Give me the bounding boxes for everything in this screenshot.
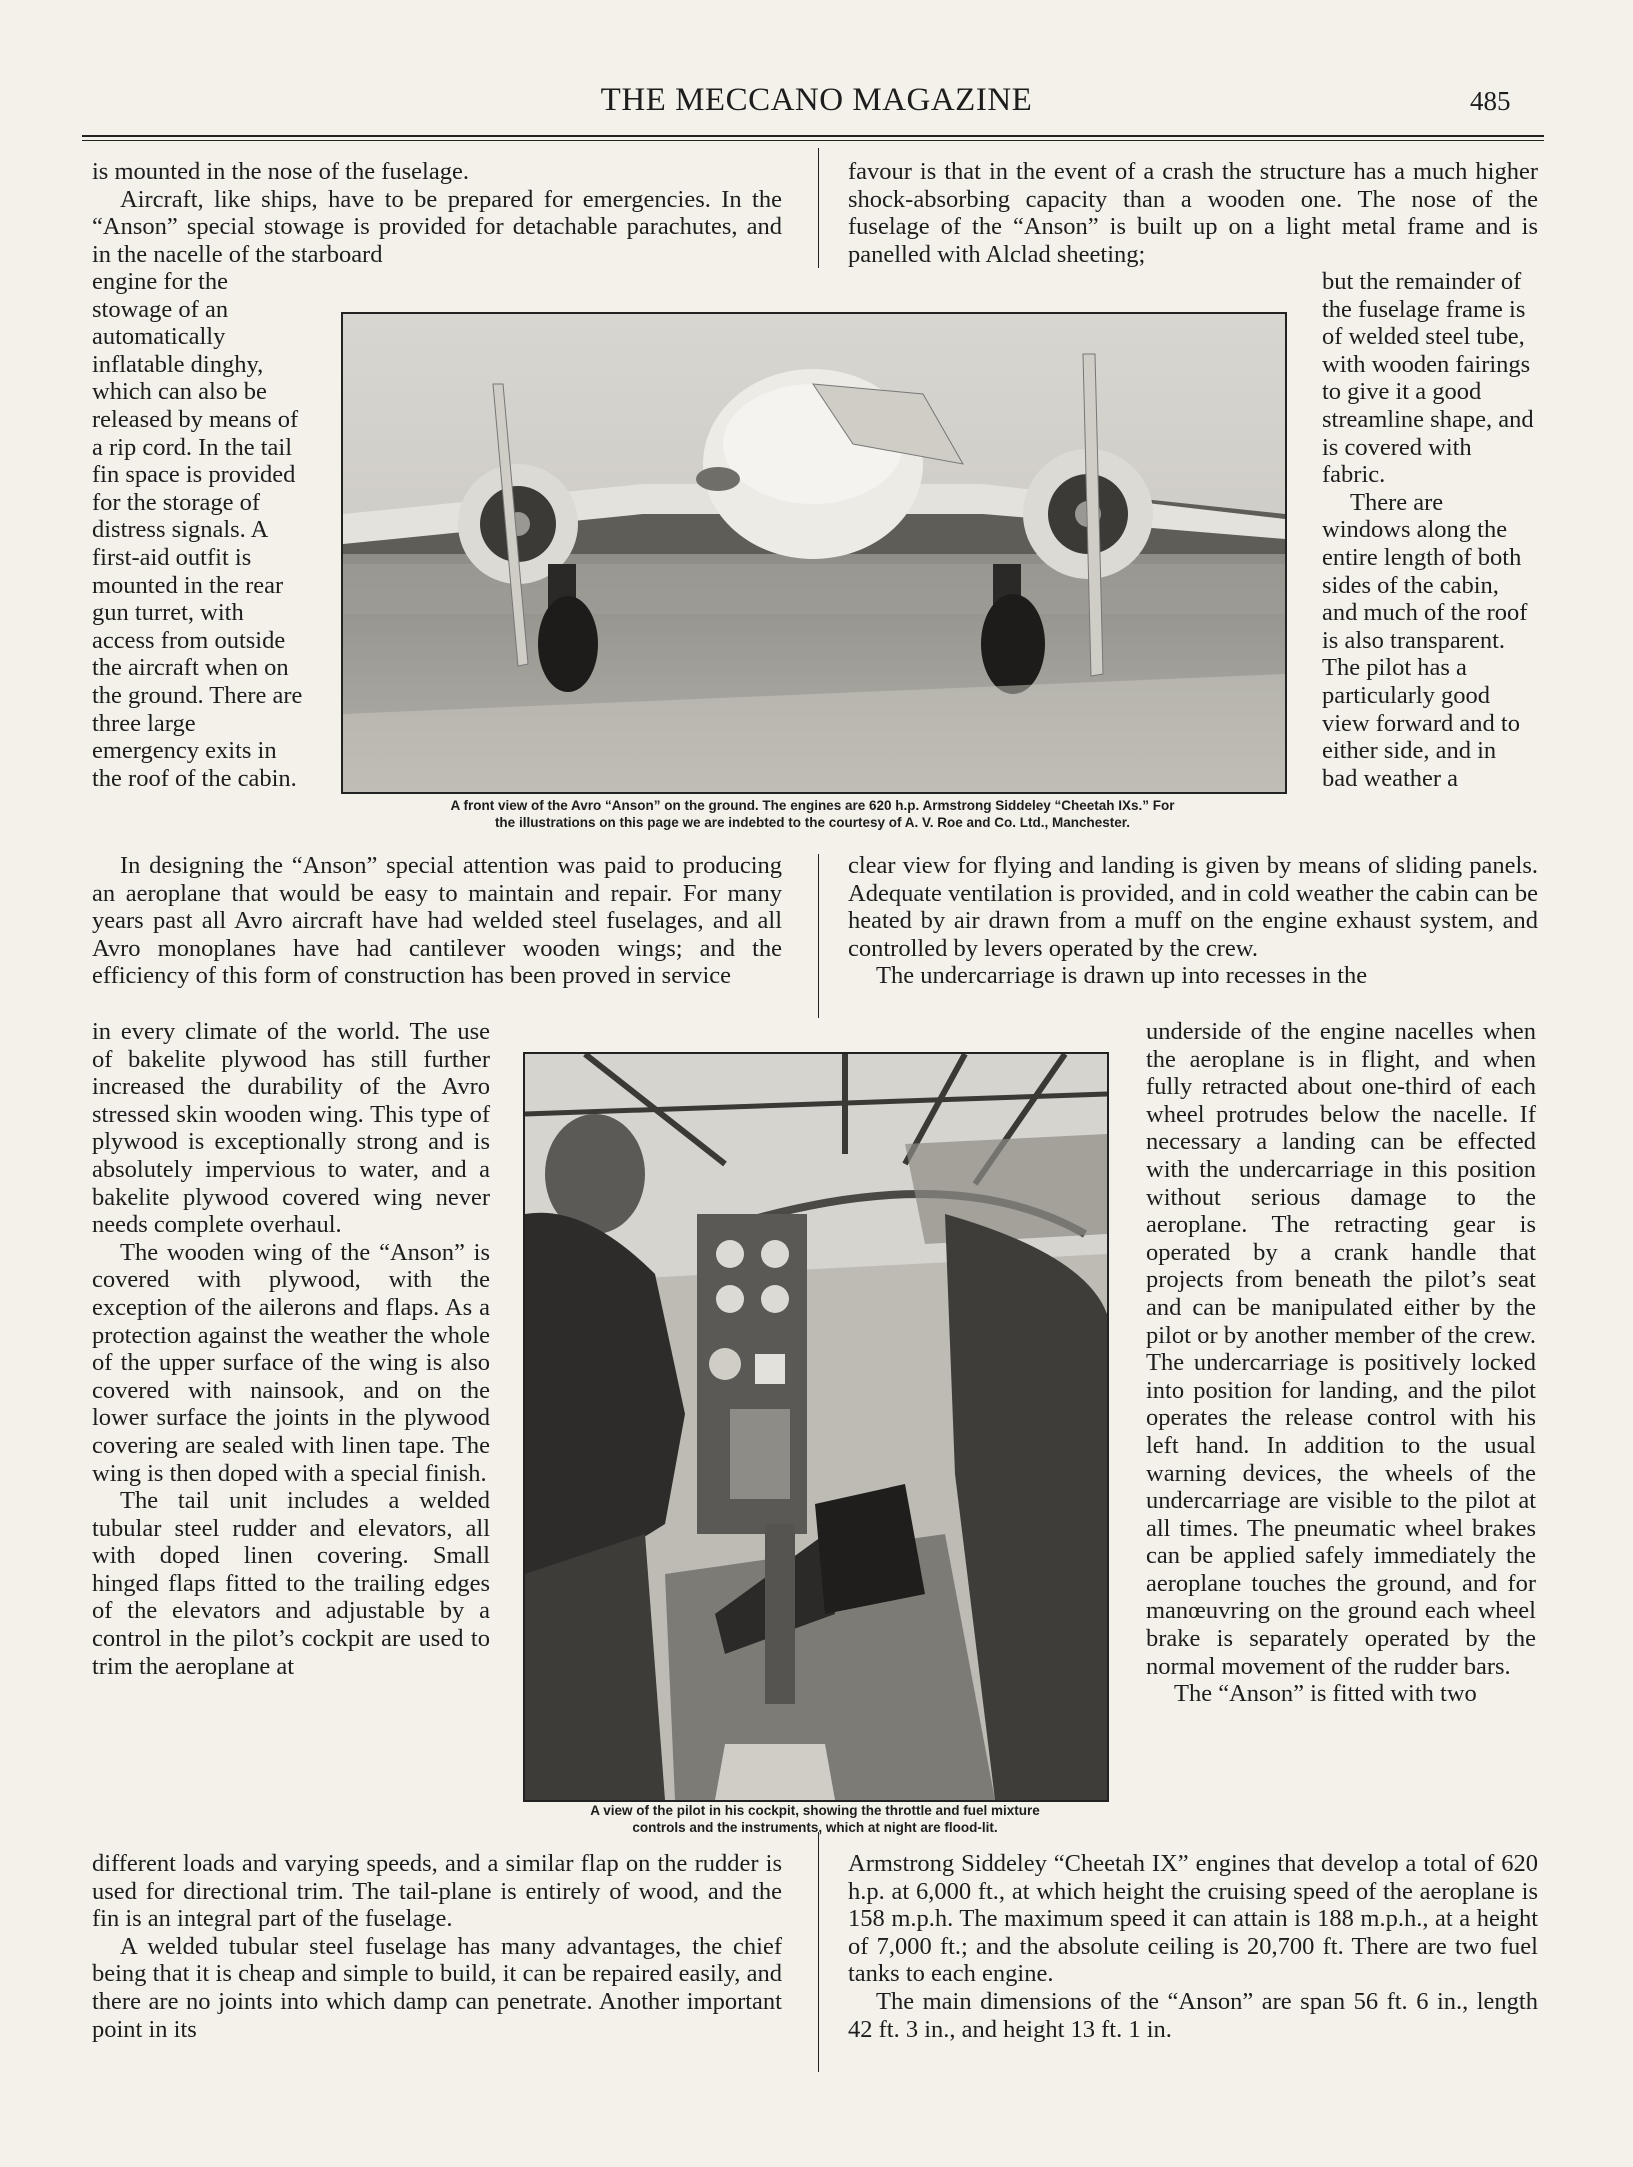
caption-line: A front view of the Avro “Anson” on the ground. The engines are 620 h.p. Armstrong Siddeley “Cheetah IXs.” For <box>450 798 1175 813</box>
right-column-narrow-2 <box>1146 1018 1536 1708</box>
paragraph: underside of the engine nacelles when the aeroplane is in flight, and when fully retracted about one-third of each wheel protrudes below the nacelle. If necessary a landing can be effected with the undercarriage in this position without serious damage to the aeroplane. The retracting gear is operated by a crank handle that projects from beneath the pilot’s seat and can be manipulated either by the pilot or by another member of the crew. The undercarriage is positively locked into position for landing, and the pilot operates the release control with his left hand. In addition to the usual warning devices, the wheels of the undercarriage are visible to the pilot at all times. The pneumatic wheel brakes can be applied safely immediately the aeroplane touches the ground, and for manœuvring on the ground each wheel brake is separately operated by the normal movement of the rudder bars. <box>1146 1018 1536 1680</box>
left-column-lower <box>92 1018 490 1680</box>
paragraph: There are windows along the entire length of both sides of the cabin, and much of the roof is also transparent. The pilot has a particularly good view forward and to either side, and in bad weather a <box>1322 488 1528 792</box>
figure-1-caption <box>320 797 1305 831</box>
paragraph: The main dimensions of the “Anson” are span 56 ft. 6 in., length 42 ft. 3 in., and height 13 ft. 1 in. <box>848 1987 1538 2043</box>
anson-aircraft-illustration <box>343 314 1285 792</box>
cockpit-illustration <box>525 1054 1107 1800</box>
right-column-bottom <box>848 1850 1538 2043</box>
paragraph: is mounted in the nose of the fuselage. <box>92 158 469 185</box>
left-column-mid <box>92 852 782 990</box>
cockpit-photo <box>523 1052 1109 1802</box>
header-rule <box>82 135 1544 137</box>
paragraph: Aircraft, like ships, have to be prepared for emergencies. In the “Anson” special stowage is provided for detachable parachutes, and in the nacelle of the starboard <box>92 185 782 268</box>
paragraph: The undercarriage is drawn up into recesses in the <box>876 962 1368 990</box>
paragraph: favour is that in the event of a crash the structure has a much higher shock-absorbing capacity than a wooden one. The nose of the fuselage of the “Anson” is built up on a light metal frame and is panelled with Alclad sheeting; <box>848 158 1538 268</box>
paragraph: The wooden wing of the “Anson” is covered with plywood, with the exception of the ailerons and flaps. As a protection against the weather the whole of the upper surface of the wing is also covered with nainsook, and on the lower surface the joints in the plywood covering are sealed with linen tape. The wing is then doped with a special finish. <box>92 1238 490 1487</box>
paragraph: different loads and varying speeds, and a similar flap on the rudder is used for directional trim. The tail-plane is entirely of wood, and the fin is an integral part of the fuselage. <box>92 1850 782 1933</box>
figure-2-caption <box>505 1802 1125 1836</box>
left-column-top <box>92 158 782 268</box>
paragraph: in every climate of the world. The use of bakelite plywood has still further increased the durability of the Avro stressed skin wooden wing. This type of plywood is exceptionally strong and is absolutely impervious to water, and a bakelite plywood covered wing never needs complete overhaul. <box>92 1018 490 1239</box>
paragraph: The tail unit includes a welded tubular steel rudder and elevators, all with doped linen covering. Small hinged flaps fitted to the trailing edges of the elevators and adjustable by a control in the pilot’s cockpit are used to trim the aeroplane at <box>92 1487 490 1680</box>
right-column-mid <box>848 852 1538 990</box>
caption-line: the illustrations on this page we are indebted to the courtesy of A. V. Roe and Co. Ltd., Manchester. <box>494 815 1131 830</box>
paragraph: A welded tubular steel fuselage has many advantages, the chief being that it is cheap and simple to build, it can be repaired easily, and there are no joints into which damp can penetrate. Another important point in its <box>92 1932 782 2043</box>
header-rule-thin <box>82 140 1544 141</box>
column-divider-bottom <box>818 1832 819 2072</box>
paragraph: clear view for flying and landing is given by means of sliding panels. Adequate ventilation is provided, and in cold weather the cabin can be heated by air drawn from a muff on the engine exhaust system, and controlled by levers operated by the crew. <box>848 852 1538 962</box>
page-number: 485 <box>1470 86 1511 116</box>
column-divider-top <box>818 148 819 268</box>
left-column-narrow <box>92 268 308 792</box>
anson-front-photo <box>341 312 1287 794</box>
paragraph: Armstrong Siddeley “Cheetah IX” engines that develop a total of 620 h.p. at 6,000 ft., at which height the cruising speed of the aeroplane is 158 m.p.h. The maximum speed it can attain is 188 m.p.h., at a height of 7,000 ft.; and the absolute ceiling is 20,700 ft. There are two fuel tanks to each engine. <box>848 1850 1538 1988</box>
paragraph: In designing the “Anson” special attention was paid to producing an aeroplane that would be easy to maintain and repair. For many years past all Avro aircraft have had welded steel fuselages, and all Avro monoplanes have had cantilever wooden wings; and the efficiency of this form of construction has been proved in service <box>92 852 782 990</box>
caption-line: controls and the instruments, which at night are flood-lit. <box>632 1820 998 1835</box>
column-divider-mid <box>818 854 819 1018</box>
right-column-narrow <box>1322 268 1536 792</box>
paragraph: The “Anson” is fitted with two <box>1174 1680 1477 1708</box>
paragraph: engine for the stowage of an automatically inflatable dinghy, which can also be released by means of a rip cord. In the tail fin space is provided for the storage of distress signals. A first-aid outfit is mounted in the rear gun turret, with access from outside the aircraft when on the ground. There are three large emergency exits in the roof of the cabin. <box>92 268 303 792</box>
paragraph: but the remainder of the fuselage frame is of welded steel tube, with wooden fairings to give it a good streamline shape, and is covered with fabric. <box>1322 268 1534 489</box>
magazine-title: THE MECCANO MAGAZINE <box>600 82 1033 118</box>
left-column-bottom <box>92 1850 782 2043</box>
right-column-top <box>848 158 1538 268</box>
caption-line: A view of the pilot in his cockpit, showing the throttle and fuel mixture <box>590 1803 1040 1818</box>
